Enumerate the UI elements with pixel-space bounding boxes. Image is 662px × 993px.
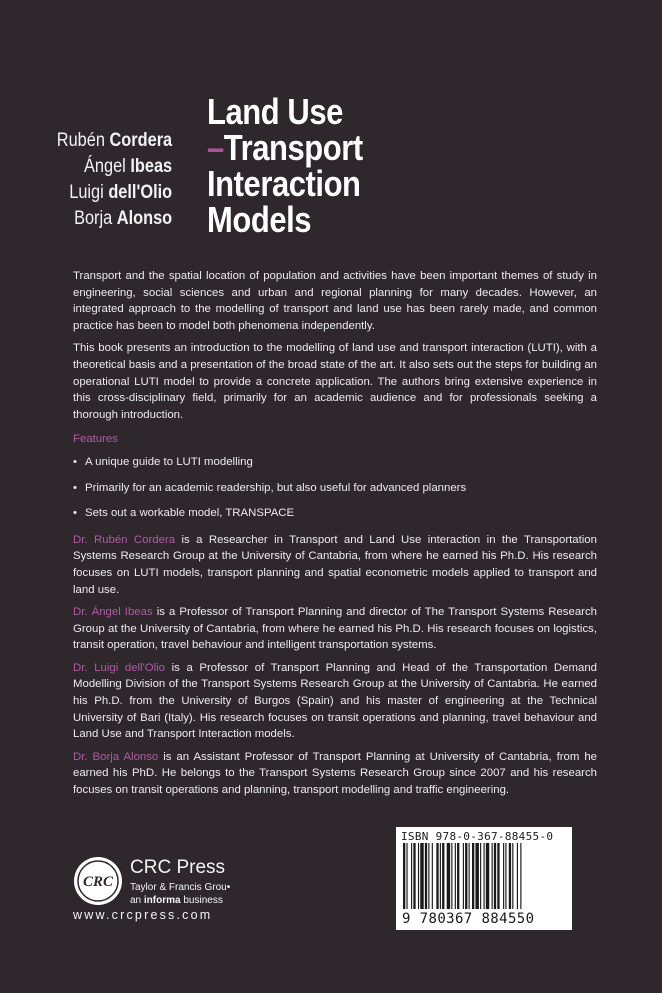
publisher-tagline: an informa business (130, 895, 223, 906)
feature-item: • Primarily for an academic readership, but also useful for advanced planners (73, 480, 597, 497)
barcode-bar (442, 843, 444, 909)
barcode-bar (517, 843, 518, 909)
svg-text:CRC: CRC (82, 874, 114, 890)
publisher-info (130, 857, 230, 907)
barcode-bar (413, 843, 415, 909)
barcode-bar (505, 843, 506, 909)
barcode-bar (418, 843, 419, 909)
barcode-bar (432, 843, 433, 909)
barcode-bar (463, 843, 464, 909)
barcode-bar (436, 843, 438, 909)
barcode-bar (451, 843, 452, 909)
barcode-bar (494, 843, 496, 909)
author-3: Luigi dell'Olio (69, 182, 172, 203)
barcode-bar (447, 843, 450, 909)
barcode-bar (403, 843, 405, 909)
bio-alonso: Dr. Borja Alonso is an Assistant Professor of Transport Planning at University of Cantabria, from he earned his PhD. He belongs to the Transport Systems Research Group since 2007 and his research focuses on transit operations and planning, transport modelling and traffic engineering. (73, 750, 597, 797)
back-cover-blurb (73, 268, 597, 805)
barcode-bar (520, 843, 521, 909)
features-heading: Features (73, 433, 118, 446)
blurb-paragraph-2: This book presents an introduction to the modelling of land use and transport interaction (LUTI), with a theoretical basis and a presentation of the broad state of the art. It also sets out the steps for building an operational LUTI model to provide a concrete application. The authors bring extensive experience in this cross-disciplinary field, primarily for an academic audience and for professionals seeking a thorough introduction. (73, 342, 597, 421)
barcode-bar (503, 843, 504, 909)
bio-ibeas: Dr. Ángel Ibeas is a Professor of Transport Planning and director of The Transport Systems Research Group at the University of Cantabria, from where he earned his Ph.D. His research focuses on logistics, transit operation, travel behaviour and intelligent transportation systems. (73, 606, 597, 652)
barcode-bar (475, 843, 478, 909)
barcode-bars (399, 843, 569, 911)
feature-item: • Sets out a workable model, TRANSPACE (73, 505, 597, 522)
author-2: Ángel Ibeas (83, 156, 172, 177)
barcode-bar (411, 843, 412, 909)
bio-cordera: Dr. Rubén Cordera is a Researcher in Transport and Land Use interaction in the Transportation Systems Research Group at the University of Cantabria, from where he earned his Ph.D. His research focuses on LUTI models, transport planning and spatial econometric models applied to transport and land use. (73, 533, 597, 596)
isbn-label: ISBN 978-0-367-88455-0 (401, 830, 554, 843)
title-dash: – (207, 127, 224, 168)
barcode-bar (497, 843, 499, 909)
barcode-bar (406, 843, 407, 909)
barcode-bar (455, 843, 456, 909)
barcode-bar (512, 843, 513, 909)
book-title: Land Use –Transport Interaction Models (207, 91, 363, 240)
publisher-name: CRC Press (130, 857, 226, 878)
feature-item: • A unique guide to LUTI modelling (73, 454, 597, 471)
publisher-parent: Taylor & Francis Grou• (130, 882, 231, 893)
publisher-url[interactable]: www.crcpress.com (73, 908, 213, 922)
barcode-bar (492, 843, 493, 909)
isbn-barcode (396, 827, 572, 930)
author-list (57, 128, 172, 232)
barcode-number: 9 780367 884550 (402, 911, 535, 927)
author-4: Borja Alonso (73, 208, 172, 229)
barcode-bar (509, 843, 511, 909)
features-list (73, 454, 597, 522)
barcode-bar (428, 843, 429, 909)
blurb-paragraph-1: Transport and the spatial location of population and activities have been important themes of study in engineering, social sciences and urban and regional planning for many decades. However, an integrated approach to the modelling of transport and land use has been rarely made, and common practice has been to model both phenomena independently. (73, 270, 597, 332)
barcode-bar (486, 843, 489, 909)
barcode-bar (425, 843, 427, 909)
barcode-bar (465, 843, 467, 909)
barcode-bar (457, 843, 459, 909)
author-1: Rubén Cordera (56, 130, 172, 151)
bio-dellolio: Dr. Luigi dell'Olio is a Professor of Transport Planning and Head of the Transportation Demand Modelling Division of the Transport Systems Research Group at the University of Cantabria. He earned his Ph.D. from the University of Burgos (Spain) and his master of engineering at the Technical University of Bari (Italy). His research focuses on transit operations and planning, travel behaviour and Land Use and Transport Interaction models. (73, 661, 597, 741)
barcode-bar (480, 843, 481, 909)
barcode-bar (469, 843, 470, 909)
crc-logo-icon (73, 856, 123, 906)
barcode-bar (420, 843, 423, 909)
barcode-bar (472, 843, 474, 909)
barcode-bar (440, 843, 441, 909)
barcode-bar (484, 843, 485, 909)
